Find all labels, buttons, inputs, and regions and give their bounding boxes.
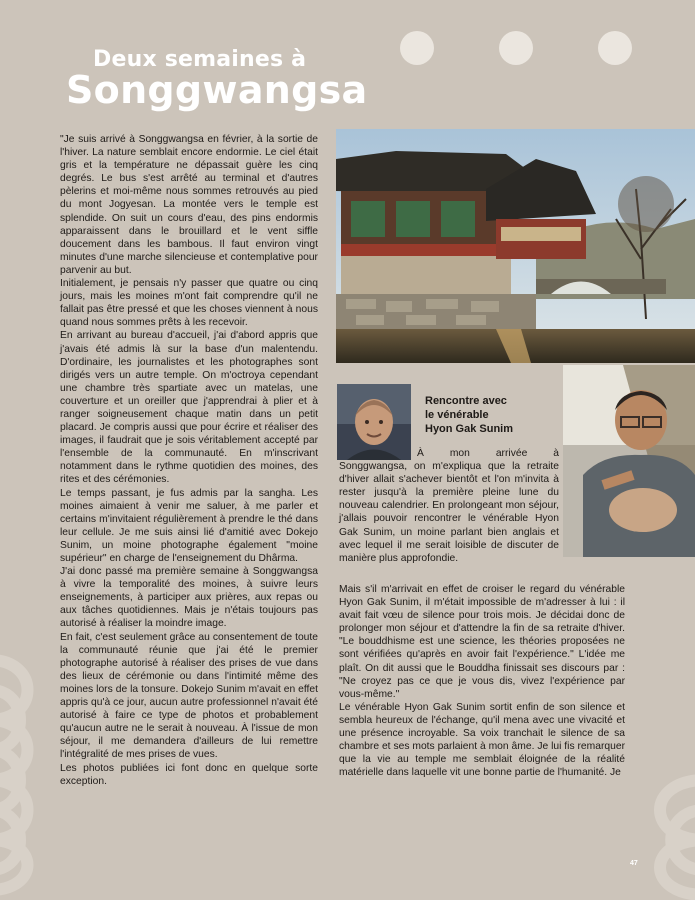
sidebar-heading-line: Hyon Gak Sunim: [425, 423, 514, 435]
decorative-knot-right: [615, 770, 695, 900]
sidebar-heading-line: Rencontre avec: [425, 395, 507, 407]
page-number: 47: [630, 860, 638, 867]
article-title-line2: Songgwangsa: [66, 68, 368, 112]
monk-photo: [563, 365, 695, 557]
paragraph: Le temps passant, je fus admis par la sangha. Les moines aimaient à venir me saluer, à me parler et certains m'invitaient régulièrement à prendre le thé dans leur cellule. Je me suis ainsi lié d'amitié avec Dokejo Sunim, un moine photographe également "moine supérieur" en charge de l'enseignement du Dhârma.: [60, 487, 318, 564]
paragraph: En arrivant au bureau d'accueil, j'ai d'abord appris que j'avais été admis là sur la base d'un malentendu. D'ordinaire, les journalistes et les photographes sont dirigés vers un autre temple. On m'octroya cependant une chambre très spartiate avec un matelas, une couverture et un oreiller que j'apprendrai à plier et à ranger soigneusement chaque matin dans un petit placard. Je compris aussi que pour écrire et réaliser des images, il faudrait que je sois véritablement accepté par l'ensemble de la communauté. En m'inscrivant notamment dans le rythme quotidien des moines, des rites et des cérémonies.: [60, 330, 318, 486]
paragraph: Initialement, je pensais n'y passer que quatre ou cinq jours, mais les moines m'ont fait comprendre qu'il ne fallait pas être pressé et que les choses viennent à nous quand nous sommes prêts à les recevoir.: [60, 278, 318, 329]
paragraph: J'ai donc passé ma première semaine à Songgwangsa à vivre la temporalité des moines, à suivre leurs enseignements, à participer aux prières, aux repas ou aux tâches quotidiennes. Mais je n'étais toujours pas autorisé à réaliser la moindre image.: [60, 566, 318, 630]
decorative-dot: [598, 31, 632, 65]
sidebar-heading-line: le vénérable: [425, 409, 489, 421]
paragraph: Les photos publiées ici font donc en quelque sorte exception.: [60, 762, 318, 787]
right-column-wide: [339, 583, 625, 779]
paragraph: Mais s'il m'arrivait en effet de croiser le regard du vénérable Hyon Gak Sunim, il m'était impossible de m'adresser à lui : il avait fait vœu de silence pour trois mois. Je décidai donc de prolonger mon séjour et d'attendre la fin de sa retraite d'hiver. "Le bouddhisme est une science, les théories proposées ne sont vérifiées qu'après en avoir fait l'expérience." L'idée me plaît. On dit aussi que le Bouddha finissait ses discours par : "Ne croyez pas ce que je vous dis, vivez l'expérience par vous-même.": [339, 584, 625, 700]
paragraph: En fait, c'est seulement grâce au consentement de toute la communauté réunie que j'ai été le premier photographe autorisé à réaliser des prises de vue dans des lieux de cérémonie ou dans l'intimité même des moines lors de la tonsure. Dokejo Sunim m'avait en effet appris qu'à ce jour, aucun autre professionnel n'avait été autorisé à faire ce type de photos et probablement qu'aucun autre ne le serait à nouveau. À l'issue de mon séjour, il me demandera d'ailleurs de lui remettre l'intégralité de mes prises de vues.: [60, 631, 318, 761]
paragraph: À mon arrivée à Songgwangsa, on m'expliqua que la retraite d'hiver allait s'achever bientôt et l'on m'invita à rester jusqu'à la première pleine lune du nouveau calendrier. En prolongeant mon séjour, j'allais pouvoir rencontrer le vénérable Hyon Gak Sunim, un moine parlant bien anglais et avec lequel il me serait loisible de discuter de manière plus approfondie.: [339, 448, 559, 564]
decorative-dot: [400, 31, 434, 65]
decorative-dot: [499, 31, 533, 65]
temple-photo: [336, 129, 695, 363]
article-title-line1: Deux semaines à: [93, 47, 307, 72]
right-column-narrow: [339, 447, 559, 565]
sidebar-heading: [425, 394, 560, 436]
paragraph: "Je suis arrivé à Songgwangsa en février, à la sortie de l'hiver. La nature semblait encore endormie. Le ciel était gris et la température ne dépassait guère les cinq degrés. Le bus s'est arrêté au terminal et d'autres pèlerins et moi-même nous sommes retrouvés au pied du mont Jogyesan. La montée vers le temple est splendide. On suit un cours d'eau, des pins endormis apparaissent dans le brouillard et le vent siffle doucement dans les bambous. Il faut environ vingt minutes d'une marche silencieuse et contemplative pour parvenir au but.: [60, 134, 318, 276]
paragraph: Le vénérable Hyon Gak Sunim sortit enfin de son silence et sembla heureux de l'échange, qu'il mena avec une vivacité et une présence incroyable. Sa voix tranchait le silence de sa chambre et ses mots parlaient à mon âme. Je lui fis remarquer que la vie au temple me semblait éloignée de la réalité matérielle dans laquelle vit une bonne partie de l'humanité. Je: [339, 701, 625, 779]
left-column: [60, 133, 318, 788]
